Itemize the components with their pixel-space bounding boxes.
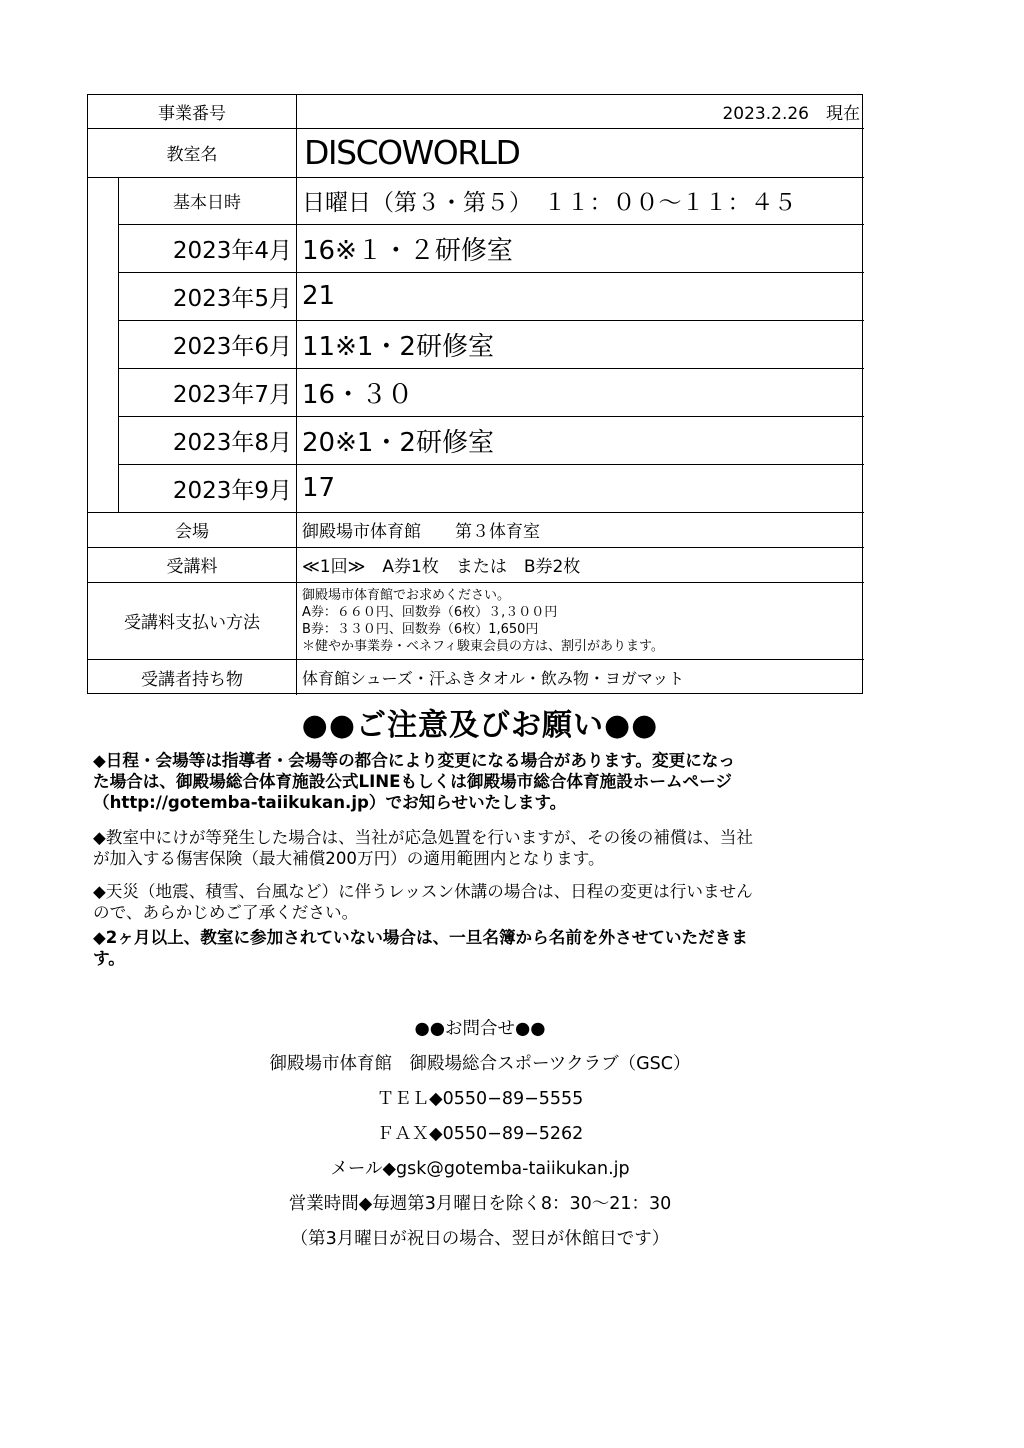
schedule-days: 16・３０	[302, 379, 414, 410]
fee-value: ≪1回≫ A券1枚 または B券2枚	[302, 557, 581, 577]
schedule-month: 2023年6月	[172, 333, 292, 360]
jigyo-label: 事業番号	[158, 104, 226, 124]
belongings-label: 受講者持ち物	[141, 669, 243, 690]
notice-item	[93, 827, 868, 869]
belongings-value: 体育館シューズ・汗ふきタオル・飲み物・ヨガマット	[302, 668, 685, 688]
notice-list	[93, 750, 868, 969]
notice-line: （http://gotemba-taiikukan.jp）でお知らせいたします。	[93, 793, 567, 812]
payment-label: 受講料支払い方法	[124, 613, 260, 633]
schedule-month: 2023年7月	[172, 381, 292, 408]
class-name: DISCOWORLD	[304, 133, 520, 172]
schedule-days: 17	[302, 473, 336, 503]
schedule-days: 21	[302, 281, 336, 311]
class-name-label: 教室名	[166, 145, 218, 165]
as-of-date: 2023.2.26 現在	[722, 104, 860, 124]
schedule-month: 2023年8月	[172, 429, 292, 456]
contact-mail: メール◆gsk@gotemba-taiikukan.jp	[330, 1159, 630, 1179]
contact-title: ●●お問合せ●●	[414, 1019, 546, 1039]
schedule-days: 16※１・２研修室	[302, 235, 513, 266]
schedule-month: 2023年5月	[172, 285, 292, 312]
schedule-month: 2023年4月	[172, 237, 292, 264]
notice-line: ◆天災（地震、積雪、台風など）に伴うレッスン休講の場合は、日程の変更は行いません	[93, 882, 753, 901]
contact-fax: ＦＡＸ◆0550−89−5262	[376, 1124, 584, 1144]
venue-value: 御殿場市体育館 第３体育室	[302, 522, 540, 542]
fee-label: 受講料	[166, 557, 218, 577]
basic-schedule-label: 基本日時	[173, 193, 241, 213]
notice-line: ◆日程・会場等は指導者・会場等の都合により変更になる場合があります。変更になっ	[93, 751, 735, 770]
payment-line: A券：６６０円、回数券（6枚）３,３００円	[302, 604, 558, 620]
notice-line: す。	[93, 949, 125, 968]
contact-tel: ＴＥＬ◆0550−89−5555	[376, 1089, 584, 1109]
venue-label: 会場	[175, 522, 209, 542]
contact-section	[0, 1017, 960, 1262]
notice-item	[93, 750, 868, 813]
notice-item	[93, 927, 868, 969]
contact-hours: 営業時間◆毎週第3月曜日を除く8：30〜21：30	[288, 1194, 672, 1214]
schedule-days: 11※1・2研修室	[302, 331, 494, 362]
schedule-month: 2023年9月	[172, 477, 292, 504]
basic-schedule-value: 日曜日（第３・第５） １１：００～１１：４５	[302, 190, 797, 216]
notice-line: た場合は、御殿場総合体育施設公式LINEもしくは御殿場市総合体育施設ホームページ	[93, 772, 733, 791]
payment-line: ＊健やか事業券・ベネフィ駿東会員の方は、割引があります。	[302, 638, 664, 654]
payment-details	[296, 582, 864, 659]
notice-title: ●●ご注意及びお願い●●	[301, 708, 659, 743]
contact-org: 御殿場市体育館 御殿場総合スポーツクラブ（GSC）	[269, 1054, 691, 1074]
notice-line: ◆2ヶ月以上、教室に参加されていない場合は、一旦名簿から名前を外させていただきま	[93, 928, 748, 947]
notice-line: が加入する傷害保険（最大補償200万円）の適用範囲内となります。	[93, 849, 605, 868]
payment-line: B券：３３０円、回数券（6枚）1,650円	[302, 621, 539, 637]
notice-line: ので、あらかじめご了承ください。	[93, 903, 359, 922]
schedule-days: 20※1・2研修室	[302, 427, 494, 458]
payment-line: 御殿場市体育館でお求めください。	[302, 587, 511, 603]
contact-hours-note: （第3月曜日が祝日の場合、翌日が休館日です）	[290, 1229, 670, 1249]
notice-item	[93, 881, 868, 923]
notice-line: ◆教室中にけが等発生した場合は、当社が応急処置を行いますが、その後の補償は、当社	[93, 828, 753, 847]
class-info-table	[87, 94, 863, 694]
